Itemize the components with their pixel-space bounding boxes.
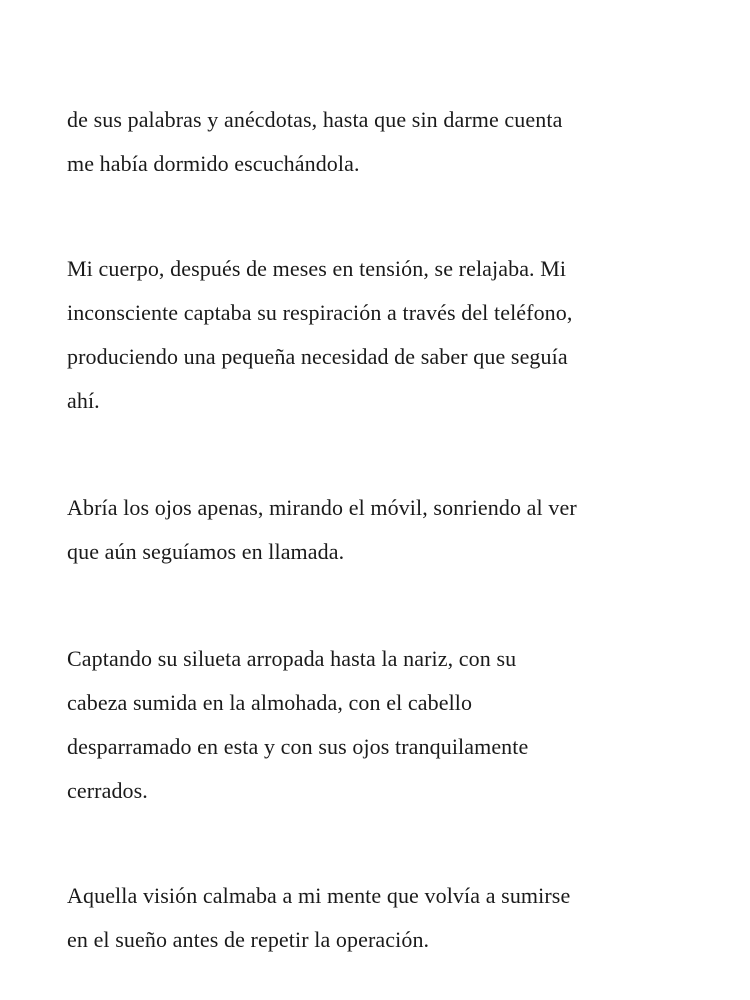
text-line: inconsciente captaba su respiración a través del teléfono, — [67, 300, 573, 325]
text-line: desparramado en esta y con sus ojos tranquilamente — [67, 734, 529, 759]
text-line: cerrados. — [67, 778, 148, 803]
paragraph — [67, 637, 707, 813]
text-line: produciendo una pequeña necesidad de saber que seguía — [67, 344, 568, 369]
text-line: que aún seguíamos en llamada. — [67, 539, 345, 564]
text-line: ahí. — [67, 388, 100, 413]
text-line: Mi cuerpo, después de meses en tensión, se relajaba. Mi — [67, 256, 567, 281]
paragraph — [67, 98, 707, 186]
paragraph — [67, 247, 707, 423]
text-line: de sus palabras y anécdotas, hasta que sin darme cuenta — [67, 107, 563, 132]
text-line: Abría los ojos apenas, mirando el móvil, sonriendo al ver — [67, 495, 577, 520]
paragraph — [67, 486, 707, 574]
paragraph — [67, 874, 707, 962]
text-line: Captando su silueta arropada hasta la nariz, con su — [67, 646, 517, 671]
text-line: me había dormido escuchándola. — [67, 151, 360, 176]
text-line: Aquella visión calmaba a mi mente que volvía a sumirse — [67, 883, 571, 908]
text-line: en el sueño antes de repetir la operación. — [67, 927, 430, 952]
text-line: cabeza sumida en la almohada, con el cabello — [67, 690, 473, 715]
